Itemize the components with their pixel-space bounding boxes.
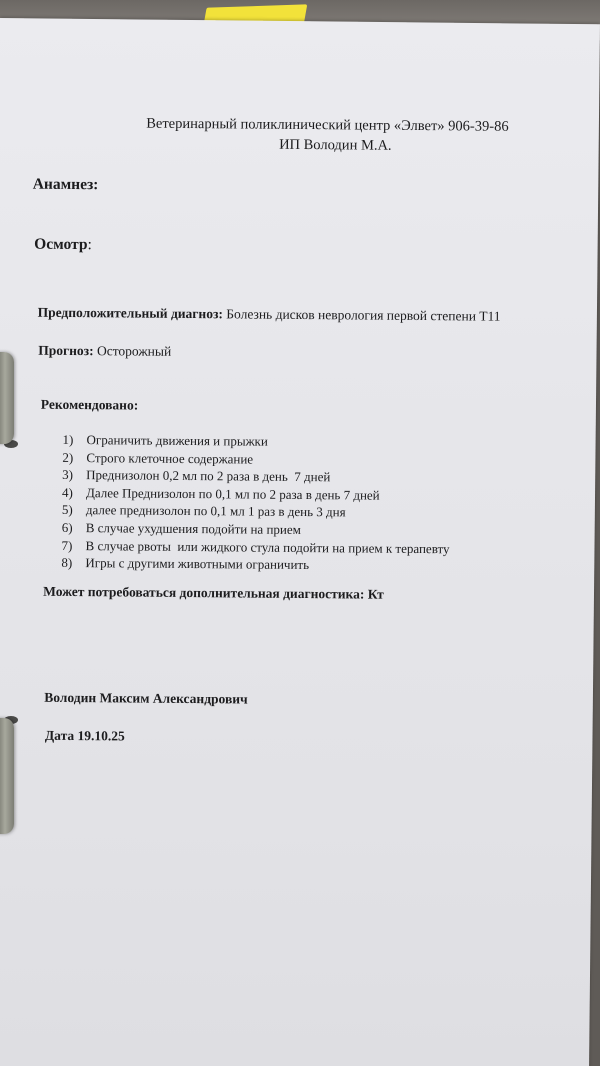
list-item-text: Строго клеточное содержание (86, 449, 254, 467)
prognosis-value: Осторожный (93, 343, 172, 359)
diagnosis-label: Предположительный диагноз: (37, 304, 223, 322)
list-item-text: далее преднизолон по 0,1 мл 1 раз в день 3 дня (85, 502, 346, 520)
list-item-text: В случае рвоты или жидкого стула подойти на прием к терапевту (85, 537, 450, 556)
list-item-text: Далее Преднизолон по 0,1 мл по 2 раза в день 7 дней (85, 484, 380, 503)
examination-section (34, 236, 92, 255)
list-item-number: 6) (61, 519, 73, 535)
list-item-number: 1) (62, 431, 74, 448)
list-item-number: 8) (61, 555, 73, 571)
document-date: Дата 19.10.25 (44, 727, 125, 744)
additional-diagnostics-text: Может потребоваться дополнительная диагностика: Кт (43, 583, 384, 602)
list-item-text: Преднизолон 0,2 мл по 2 раза в день 7 дней (86, 467, 331, 485)
list-item-number: 5) (61, 502, 73, 518)
recommended-label: Рекомендовано: (40, 396, 139, 413)
diagnosis-value: Болезнь дисков неврология первой степени Т11 (222, 306, 501, 324)
prognosis-line (38, 343, 171, 360)
owner-header: ИП Володин М.А. (279, 136, 392, 154)
diagnosis-line (38, 305, 501, 325)
list-item-number: 3) (62, 467, 74, 483)
additional-diagnostics-line (43, 584, 384, 603)
recommendation-list (61, 431, 450, 575)
list-item-number: 4) (61, 484, 73, 500)
anamnesis-label: Анамнез: (32, 175, 99, 194)
prognosis-label: Прогноз: (38, 342, 94, 359)
date-line (45, 728, 125, 745)
list-item-text: В случае ухудшения подойти на прием (85, 520, 301, 537)
clinic-header: Ветеринарный поликлинический центр «Элвет» 906-39-86 (146, 115, 509, 135)
list-item-text: Ограничить движения и прыжки (86, 432, 268, 449)
list-item-number: 2) (62, 449, 74, 465)
doctor-name: Володин Максим Александрович (44, 689, 248, 707)
examination-label: Осмотр (34, 235, 88, 254)
list-item-number: 7) (61, 537, 73, 553)
examination-colon: : (87, 236, 92, 254)
recommended-heading (41, 397, 139, 414)
anamnesis-section (33, 176, 99, 195)
list-item-text: Игры с другими животными ограничить (85, 555, 310, 573)
doctor-signature-line (44, 690, 248, 708)
list-item (61, 554, 449, 575)
